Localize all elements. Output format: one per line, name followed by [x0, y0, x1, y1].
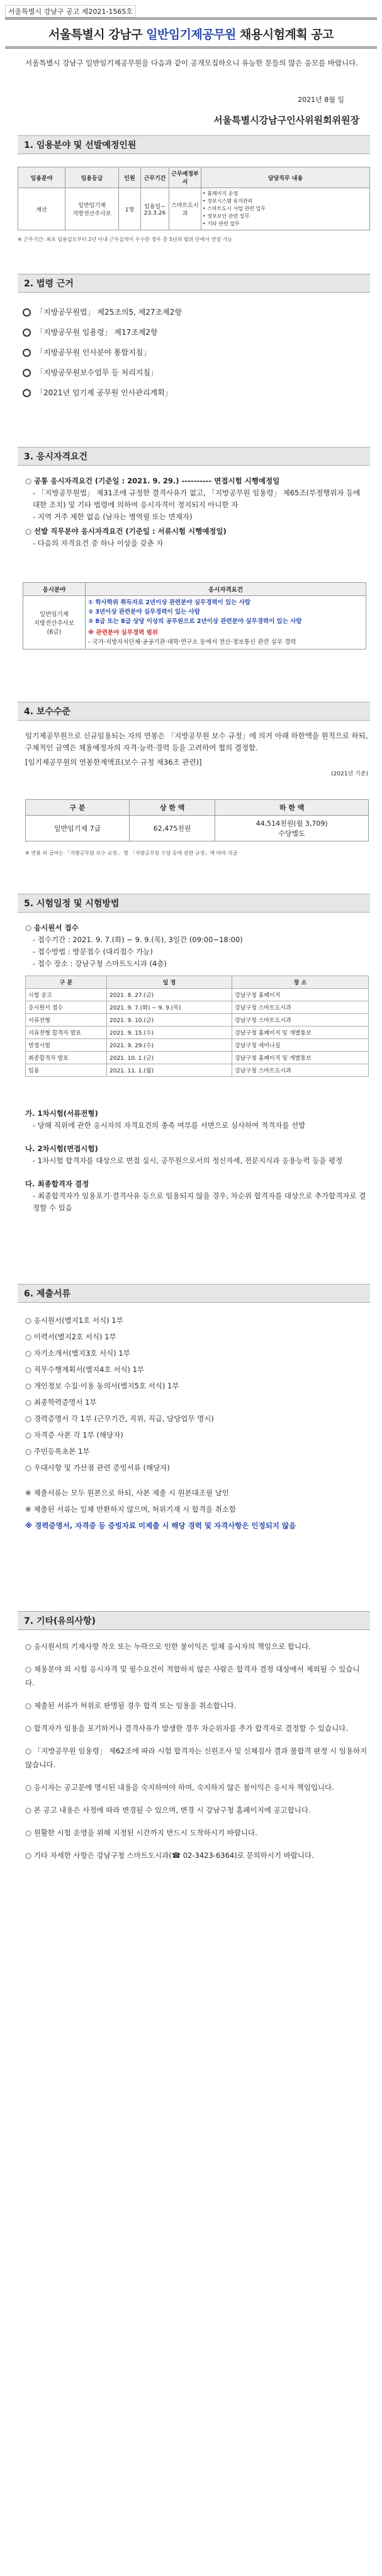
- schedule-table: [25, 976, 369, 1077]
- qual-item: ② 3년이상 관련분야 실무경력이 있는 사람: [88, 609, 201, 616]
- th-grade: 임용등급: [65, 167, 119, 188]
- stage1-title: 가. 1차시험(서류전형): [25, 1109, 98, 1118]
- th-field: 임용분야: [18, 167, 65, 188]
- eligibility-line4: ○ 선발 직무분야 응시자격요건 (기준일 : 서류시험 시행예정일): [25, 527, 227, 536]
- documents-list: [25, 1312, 368, 1534]
- eligibility-text: [25, 475, 368, 549]
- pay-text: [25, 730, 368, 780]
- cell-duties: • 홈페이지 운영 • 정보시스템 유지관리 • 스마트도시 사업 관련 업무 • 정보보안 관련 업무 • 기타 관련 업무: [201, 188, 370, 230]
- pay-note: ※ 연봉 외 급여는 「지방공무원 보수 규정」 및 「지방공무원 수당 등에 관한 규정」에 따라 지급: [25, 850, 238, 856]
- cell-pay-lower: 44,514천원(월 3,709) 수당별도: [215, 816, 369, 841]
- table-row: 면접시험 2021. 9. 29.(수) 강남구청 세미나실: [26, 1039, 369, 1052]
- list-item: ○ 자격증 사본 각 1부 (해당자): [25, 1431, 123, 1439]
- list-item: ○ 경력증명서 각 1부 (근무기간, 직위, 직급, 담당업무 명시): [25, 1414, 214, 1423]
- documents-warning: ※ 경력증명서, 자격증 등 증빙자료 미제출 시 해당 경력 및 자격사항은 인정되지 않음: [25, 1521, 296, 1530]
- final-title: 다. 최종합격자 결정: [25, 1179, 89, 1188]
- list-item: ○ 응시원서(별지1호 서식) 1부: [25, 1316, 123, 1325]
- list-item: ○ 원활한 시험 운영을 위해 지정된 시간까지 반드시 도착하시기 바랍니다.: [25, 1828, 257, 1837]
- title-rule: [5, 47, 377, 48]
- documents-warning: ※ 제출된 서류는 일체 반환하지 않으며, 허위기재 시 합격을 취소함: [25, 1505, 237, 1514]
- eligibility-line3: - 지역 거주 제한 없음 (남자는 병역필 또는 면제자): [33, 512, 193, 521]
- cell-pay-class: 일반임기제 7급: [26, 816, 130, 841]
- cell-count: 1명: [119, 188, 141, 230]
- list-item: ○ 본 공고 내용은 사정에 따라 변경될 수 있으며, 변경 시 강남구청 홈페이지에 공고합니다.: [25, 1806, 311, 1814]
- th-period: 근무기간: [141, 167, 169, 188]
- section-1-header: 1. 임용분야 및 선발예정인원: [18, 135, 370, 154]
- stage1-text: - 당해 직위에 관한 응시자의 자격요건의 충족 여부를 서면으로 심사하여 적격자를 선발: [33, 1121, 306, 1130]
- cell-pay-upper: 62,475천원: [130, 816, 215, 841]
- table1-note: ※ 근무기간: 최초 임용일로부터 2년 이내 근무실적이 우수한 경우 총 5년의 범위 안에서 연장 가능: [18, 237, 233, 242]
- eligibility-table: [23, 582, 366, 650]
- position-table: [18, 167, 370, 230]
- receipt-item: - 접수기간 : 2021. 9. 7.(화) ~ 9. 9.(목), 3일간 (09:00~18:00): [33, 935, 243, 944]
- qual-item: ① 학사학위 취득자로 2년이상 관련분야 실무경력이 있는 사람: [88, 599, 251, 606]
- eligibility-line1: ○ 공통 응시자격요건 (기준일 : 2021. 9. 29.) ---------- 면접시험 시행예정일: [25, 476, 280, 485]
- title-highlight: 일반임기제공무원: [146, 28, 236, 42]
- list-item: ○ 「지방공무원 임용령」 제62조에 따라 시험 합격자는 신원조사 및 신체검사 결과 불합격 판정 시 임용하지 않습니다.: [25, 1746, 368, 1769]
- table-row: [26, 816, 369, 841]
- cell-eligibility-req: [86, 596, 366, 650]
- table-row: 시험 공고 2021. 8. 27.(금) 강남구청 홈페이지: [26, 989, 369, 1001]
- stage2-text: - 1차시험 합격자를 대상으로 면접 실시, 공무원으로서의 정신자세, 전문지식과 응용능력 등을 평정: [33, 1156, 343, 1165]
- stage-block: [25, 1108, 368, 1214]
- pay-table: [25, 799, 369, 841]
- receipt-item: - 접수방법 : 방문접수 (대리접수 가능): [33, 947, 153, 956]
- stage2-title: 나. 2차시험(면접시험): [25, 1144, 98, 1153]
- th-eligibility-field: 응시분야: [23, 583, 86, 596]
- list-item: ○ 직무수행계획서(별지4호 서식) 1부: [25, 1365, 145, 1374]
- list-item: 「지방공무원 인사분야 통합지침」: [23, 342, 182, 363]
- cell-dept: 스마트도시과: [169, 188, 201, 230]
- list-item: ○ 최종학력증명서 1부: [25, 1398, 97, 1407]
- cell-eligibility-field: 일반임기제 지방전산주사보 (6급): [23, 596, 86, 650]
- circle-bullet-icon: [23, 369, 31, 377]
- table-row: 서류전형 합격자 발표 2021. 9. 15.(수) 강남구청 홈페이지 및 개별통보: [26, 1026, 369, 1039]
- list-item: ○ 우대사항 및 가산점 관련 증빙서류 (해당자): [25, 1463, 170, 1472]
- final-text: - 최종합격자가 임용포기·결격사유 등으로 임용되지 않을 경우, 차순위 합격자를 대상으로 추가합격자로 결정할 수 있음: [33, 1191, 366, 1212]
- th-pay-class: 구 분: [26, 800, 130, 816]
- eligibility-line2: - 「지방공무원법」 제31조에 규정한 결격사유가 없고, 「지방공무원 임용령」 제65조(부정행위자 등에 대한 조치) 및 기타 법령에 의하여 응시자격이 정지되지 아니한 자: [33, 488, 361, 509]
- title-prefix: 서울특별시 강남구: [48, 28, 142, 42]
- list-item: ○ 응시자는 공고문에 명시된 내용을 숙지하여야 하며, 숙지하지 않은 불이익은 응시자 책임입니다.: [25, 1783, 334, 1792]
- table-row: 최종합격자 발표 2021. 10. 1.(금) 강남구청 홈페이지 및 개별통보: [26, 1052, 369, 1064]
- page-title: [0, 25, 382, 42]
- notice-number: 서울특별시 강남구 공고 제2021-1565호: [5, 5, 136, 18]
- table-row: [23, 596, 366, 650]
- list-item: 「지방공무원 임용령」 제17조제2항: [23, 322, 182, 342]
- notice-date: 2021년 8월 일: [298, 96, 344, 104]
- receipt-block: [25, 922, 368, 970]
- cell-period: 임용일~ 23.3.26: [141, 188, 169, 230]
- cell-grade: 일반임기제 지방전산주사보: [65, 188, 119, 230]
- section-6-header: 6. 제출서류: [18, 1284, 370, 1303]
- pay-text-1: 임기제공무원으로 신규임용되는 자의 연봉은 「지방공무원 보수 규정」에 의거 아래 하한액을 원칙으로 하되, 구체적인 금액은 채용예정자의 자격·능력·경력 등을 고려하여 협의 결정함.: [25, 731, 368, 752]
- intro-text: 서울특별시 강남구 일반임기제공무원을 다음과 같이 공개모집하오니 유능한 분들의 많은 응모를 바랍니다.: [25, 59, 359, 67]
- th-pay-upper: 상 한 액: [130, 800, 215, 816]
- list-item: ○ 기타 자세한 사항은 강남구청 스마트도시과(☎ 02-3423-6364)로 문의하시기 바랍니다.: [25, 1851, 314, 1860]
- section-3-header: 3. 응시자격요건: [18, 447, 370, 466]
- cell-field: 계산: [18, 188, 65, 230]
- pay-unit: (2021년 기준): [331, 771, 368, 777]
- list-item: ○ 응시원서의 기재사항 착오 또는 누락으로 인한 불이익은 일체 응시자의 책임으로 합니다.: [25, 1642, 311, 1651]
- circle-bullet-icon: [23, 349, 31, 357]
- position-table-header: [18, 167, 370, 188]
- documents-warning: ※ 제출서류는 모두 원본으로 하되, 사본 제출 시 원본대조필 날인: [25, 1488, 229, 1497]
- qual-sub-title: ※ 관련분야 실무경력 범위: [88, 629, 158, 636]
- list-item: ○ 제출된 서류가 허위로 판명될 경우 합격 또는 임용을 취소합니다.: [25, 1701, 237, 1710]
- circle-bullet-icon: [23, 308, 31, 317]
- section-4-header: 4. 보수수준: [18, 702, 370, 721]
- list-item: 「지방공무원보수업무 등 처리지침」: [23, 363, 182, 383]
- list-item: ○ 채용분야 외 시험 응시자격 및 필수요건이 적합하지 않은 사람은 합격자 결정 대상에서 제외될 수 있습니다.: [25, 1665, 360, 1687]
- section-2-header: 2. 법령 근거: [18, 274, 370, 293]
- list-item: ○ 이력서(별지2호 서식) 1부: [25, 1332, 116, 1341]
- issuer-name: 서울특별시강남구인사위원회위원장: [213, 115, 359, 126]
- circle-bullet-icon: [23, 329, 31, 337]
- pay-text-2: [임기제공무원의 연봉한계액표(보수 규정 제36조 관련)]: [25, 758, 202, 767]
- th-count: 인원: [119, 167, 141, 188]
- top-rule: [5, 18, 377, 20]
- th-duty: 담당직무 내용: [201, 167, 370, 188]
- list-item: ○ 자기소개서(별지3호 서식) 1부: [25, 1349, 130, 1358]
- qual-item: ③ 8급 또는 8급 상당 이상의 공무원으로 2년이상 관련분야 실무경력이 있는 사람: [88, 618, 302, 625]
- th-stage: 구 분: [26, 976, 107, 989]
- th-date: 일 정: [107, 976, 232, 989]
- list-item: 「2021년 임기제 공무원 인사관리계획」: [23, 383, 182, 403]
- table-row: [18, 188, 370, 230]
- list-item: ○ 개인정보 수집·이용 동의서(별지5호 서식) 1부: [25, 1381, 179, 1390]
- table-row: 서류전형 2021. 9. 10.(금) 강남구청 스마트도시과: [26, 1014, 369, 1026]
- eligibility-line5: - 다음의 자격요건 중 하나 이상을 갖춘 자: [33, 539, 164, 548]
- list-item: ○ 합격자가 임용을 포기하거나 결격사유가 발생한 경우 차순위자를 추가 합격자로 결정할 수 있습니다.: [25, 1724, 349, 1733]
- th-eligibility-req: 응시자격요건: [86, 583, 366, 596]
- list-item: ○ 주민등록초본 1부: [25, 1447, 90, 1456]
- th-place: 장 소: [232, 976, 369, 989]
- notes-list: [25, 1640, 368, 1862]
- table-row: 임용 2021. 11. 1.(월) 강남구청 스마트도시과: [26, 1064, 369, 1077]
- th-pay-lower: 하 한 액: [215, 800, 369, 816]
- table-row: 응시원서 접수 2021. 9. 7.(화) ~ 9. 9.(목) 강남구청 스마트도시과: [26, 1001, 369, 1014]
- circle-bullet-icon: [23, 389, 31, 397]
- receipt-title: ○ 응시원서 접수: [25, 923, 79, 932]
- section-5-header: 5. 시험일정 및 시험방법: [18, 894, 370, 913]
- section-7-header: 7. 기타(유의사항): [18, 1611, 370, 1630]
- list-item: 「지방공무원법」 제25조의5, 제27조제2항: [23, 302, 182, 322]
- qual-sub-text: - 국가·지방자치단체·공공기관·대학·연구소 등에서 전산·정보통신 관련 실무 경력: [88, 639, 296, 646]
- law-list: [23, 302, 182, 403]
- title-suffix: 채용시험계획 공고: [240, 28, 334, 42]
- th-dept: 근무예정부서: [169, 167, 201, 188]
- receipt-item: - 접수 장소 : 강남구청 스마트도시과 (4층): [33, 959, 167, 968]
